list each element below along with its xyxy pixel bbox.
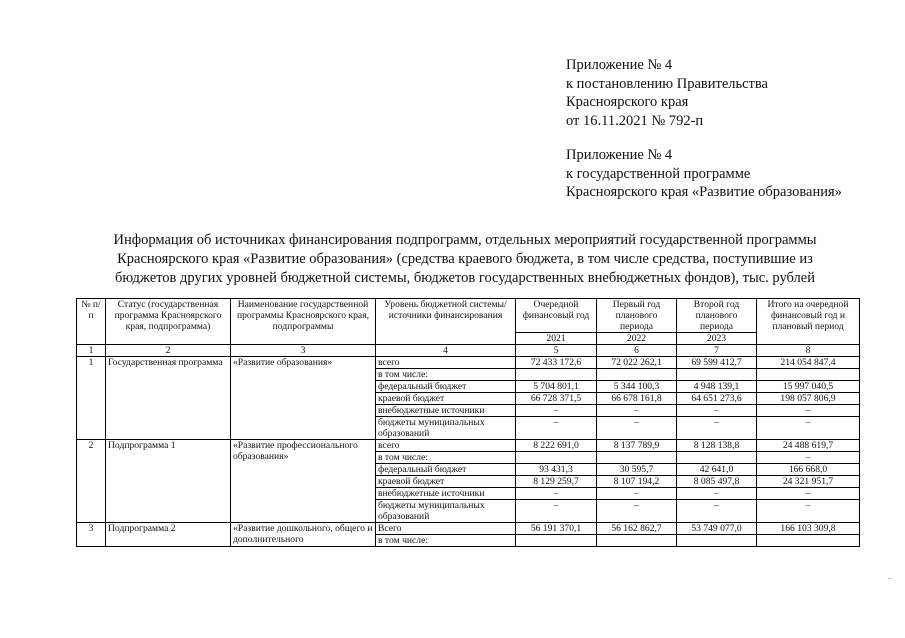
value-2021: – — [516, 500, 597, 523]
value-2022: 56 162 862,7 — [597, 523, 677, 535]
value-2023: 4 948 139,1 — [677, 381, 757, 393]
header-year1: Очередной финансовый год — [516, 299, 597, 333]
column-number: 3 — [231, 345, 376, 357]
header-line: Красноярского края «Развитие образования» — [566, 184, 842, 200]
title-line: Красноярского края «Развитие образования» (средства краевого бюджета, в том числе средства, поступившие из — [117, 251, 813, 267]
value-total: 24 488 619,7 — [757, 440, 860, 452]
value-2023 — [677, 452, 757, 464]
header-year3-value: 2023 — [677, 333, 757, 345]
value-2023: – — [677, 405, 757, 417]
row-number: 2 — [77, 440, 106, 523]
value-2023: – — [677, 488, 757, 500]
value-2021 — [516, 452, 597, 464]
value-total — [757, 535, 860, 547]
value-2021: 93 431,3 — [516, 464, 597, 476]
funding-level: внебюджетные источники — [376, 488, 516, 500]
value-total: 198 057 806,9 — [757, 393, 860, 405]
funding-level: бюджеты муниципальных образований — [376, 417, 516, 440]
header-line: Красноярского края — [566, 94, 689, 110]
title-line: бюджетов других уровней бюджетной системы, бюджетов государственных внебюджетных фондов), тыс. рублей — [115, 270, 815, 286]
value-2021: – — [516, 405, 597, 417]
funding-level: внебюджетные источники — [376, 405, 516, 417]
row-program-name: «Развитие образования» — [231, 357, 376, 440]
row-program-name: «Развитие профессионального образования» — [231, 440, 376, 523]
header-status: Статус (государственная программа Красноярского края, подпрограмма) — [106, 299, 231, 345]
value-2023: 8 128 138,8 — [677, 440, 757, 452]
value-2022 — [597, 369, 677, 381]
header-line: к государственной программе — [566, 165, 751, 182]
header-level: Уровень бюджетной системы/источники финансирования — [376, 299, 516, 345]
value-total: 214 054 847,4 — [757, 357, 860, 369]
value-total: 15 997 040,5 — [757, 381, 860, 393]
value-2022: – — [597, 417, 677, 440]
column-number: 2 — [106, 345, 231, 357]
value-2022: 66 678 161,8 — [597, 393, 677, 405]
column-number: 8 — [757, 345, 860, 357]
value-2021: 72 433 172,6 — [516, 357, 597, 369]
funding-level: всего — [376, 440, 516, 452]
value-2021: – — [516, 417, 597, 440]
value-total: – — [757, 405, 860, 417]
funding-level: Всего — [376, 523, 516, 535]
appendix-header-resolution — [566, 56, 768, 130]
value-2023: 64 651 273,6 — [677, 393, 757, 405]
value-2022: 30 595,7 — [597, 464, 677, 476]
row-status: Подпрограмма 2 — [106, 523, 231, 547]
table-row — [77, 440, 860, 452]
funding-level: федеральный бюджет — [376, 464, 516, 476]
header-year2-value: 2022 — [597, 333, 677, 345]
header-year1-value: 2021 — [516, 333, 597, 345]
value-2022 — [597, 452, 677, 464]
value-total: – — [757, 452, 860, 464]
value-2021: – — [516, 488, 597, 500]
title-line: Информация об источниках финансирования подпрограмм, отдельных мероприятий государственной программы — [113, 232, 817, 248]
value-2023: – — [677, 500, 757, 523]
header-year2: Первый год планового периода — [597, 299, 677, 333]
row-status: Подпрограмма 1 — [106, 440, 231, 523]
header-total: Итого на очередной финансовый год и плановый период — [757, 299, 860, 345]
value-2021 — [516, 535, 597, 547]
funding-level: в том числе: — [376, 535, 516, 547]
value-2023: – — [677, 417, 757, 440]
value-2022 — [597, 535, 677, 547]
row-number: 3 — [77, 523, 106, 547]
funding-level: бюджеты муниципальных образований — [376, 500, 516, 523]
row-program-name: «Развитие дошкольного, общего и дополнительного — [231, 523, 376, 547]
value-total: – — [757, 417, 860, 440]
value-total: 24 321 951,7 — [757, 476, 860, 488]
value-2023: 53 749 077,0 — [677, 523, 757, 535]
value-total: 166 668,0 — [757, 464, 860, 476]
value-2022: 5 344 100,3 — [597, 381, 677, 393]
scan-mark — [888, 578, 891, 579]
header-line: Приложение № 4 — [566, 57, 673, 73]
value-total — [757, 369, 860, 381]
funding-level: краевой бюджет — [376, 393, 516, 405]
value-total: 166 103 309,8 — [757, 523, 860, 535]
column-number-row — [77, 345, 860, 357]
value-2021 — [516, 369, 597, 381]
funding-level: в том числе: — [376, 452, 516, 464]
value-2023 — [677, 535, 757, 547]
value-2021: 8 129 259,7 — [516, 476, 597, 488]
table-row — [77, 523, 860, 535]
column-number: 1 — [77, 345, 106, 357]
funding-level: в том числе: — [376, 369, 516, 381]
row-status: Государственная программа — [106, 357, 231, 440]
funding-level: всего — [376, 357, 516, 369]
value-2022: 8 107 194,2 — [597, 476, 677, 488]
header-name: Наименование государственной программы Красноярского края, подпрограммы — [231, 299, 376, 345]
funding-level: краевой бюджет — [376, 476, 516, 488]
value-2021: 66 728 371,5 — [516, 393, 597, 405]
value-2022: 8 137 789,9 — [597, 440, 677, 452]
row-number: 1 — [77, 357, 106, 440]
value-2023: 8 085 497,8 — [677, 476, 757, 488]
header-year3: Второй год планового периода — [677, 299, 757, 333]
value-total: – — [757, 500, 860, 523]
column-number: 5 — [516, 345, 597, 357]
header-num: № п/п — [77, 299, 106, 345]
value-2023: 42 641,0 — [677, 464, 757, 476]
funding-level: федеральный бюджет — [376, 381, 516, 393]
value-total: – — [757, 488, 860, 500]
value-2021: 5 704 801,1 — [516, 381, 597, 393]
appendix-header-program — [566, 146, 842, 202]
table-row — [77, 357, 860, 369]
value-2023: 69 599 412,7 — [677, 357, 757, 369]
value-2022: – — [597, 500, 677, 523]
header-line: Приложение № 4 — [566, 147, 673, 163]
column-number: 4 — [376, 345, 516, 357]
value-2021: 56 191 370,1 — [516, 523, 597, 535]
header-line: от 16.11.2021 № 792-п — [566, 112, 704, 129]
value-2022: 72 022 262,1 — [597, 357, 677, 369]
financing-table — [76, 298, 860, 547]
value-2022: – — [597, 488, 677, 500]
column-number: 6 — [597, 345, 677, 357]
header-line: к постановлению Правительства — [566, 75, 768, 92]
value-2021: 8 222 691,0 — [516, 440, 597, 452]
value-2023 — [677, 369, 757, 381]
column-number: 7 — [677, 345, 757, 357]
value-2022: – — [597, 405, 677, 417]
document-title — [40, 231, 890, 288]
